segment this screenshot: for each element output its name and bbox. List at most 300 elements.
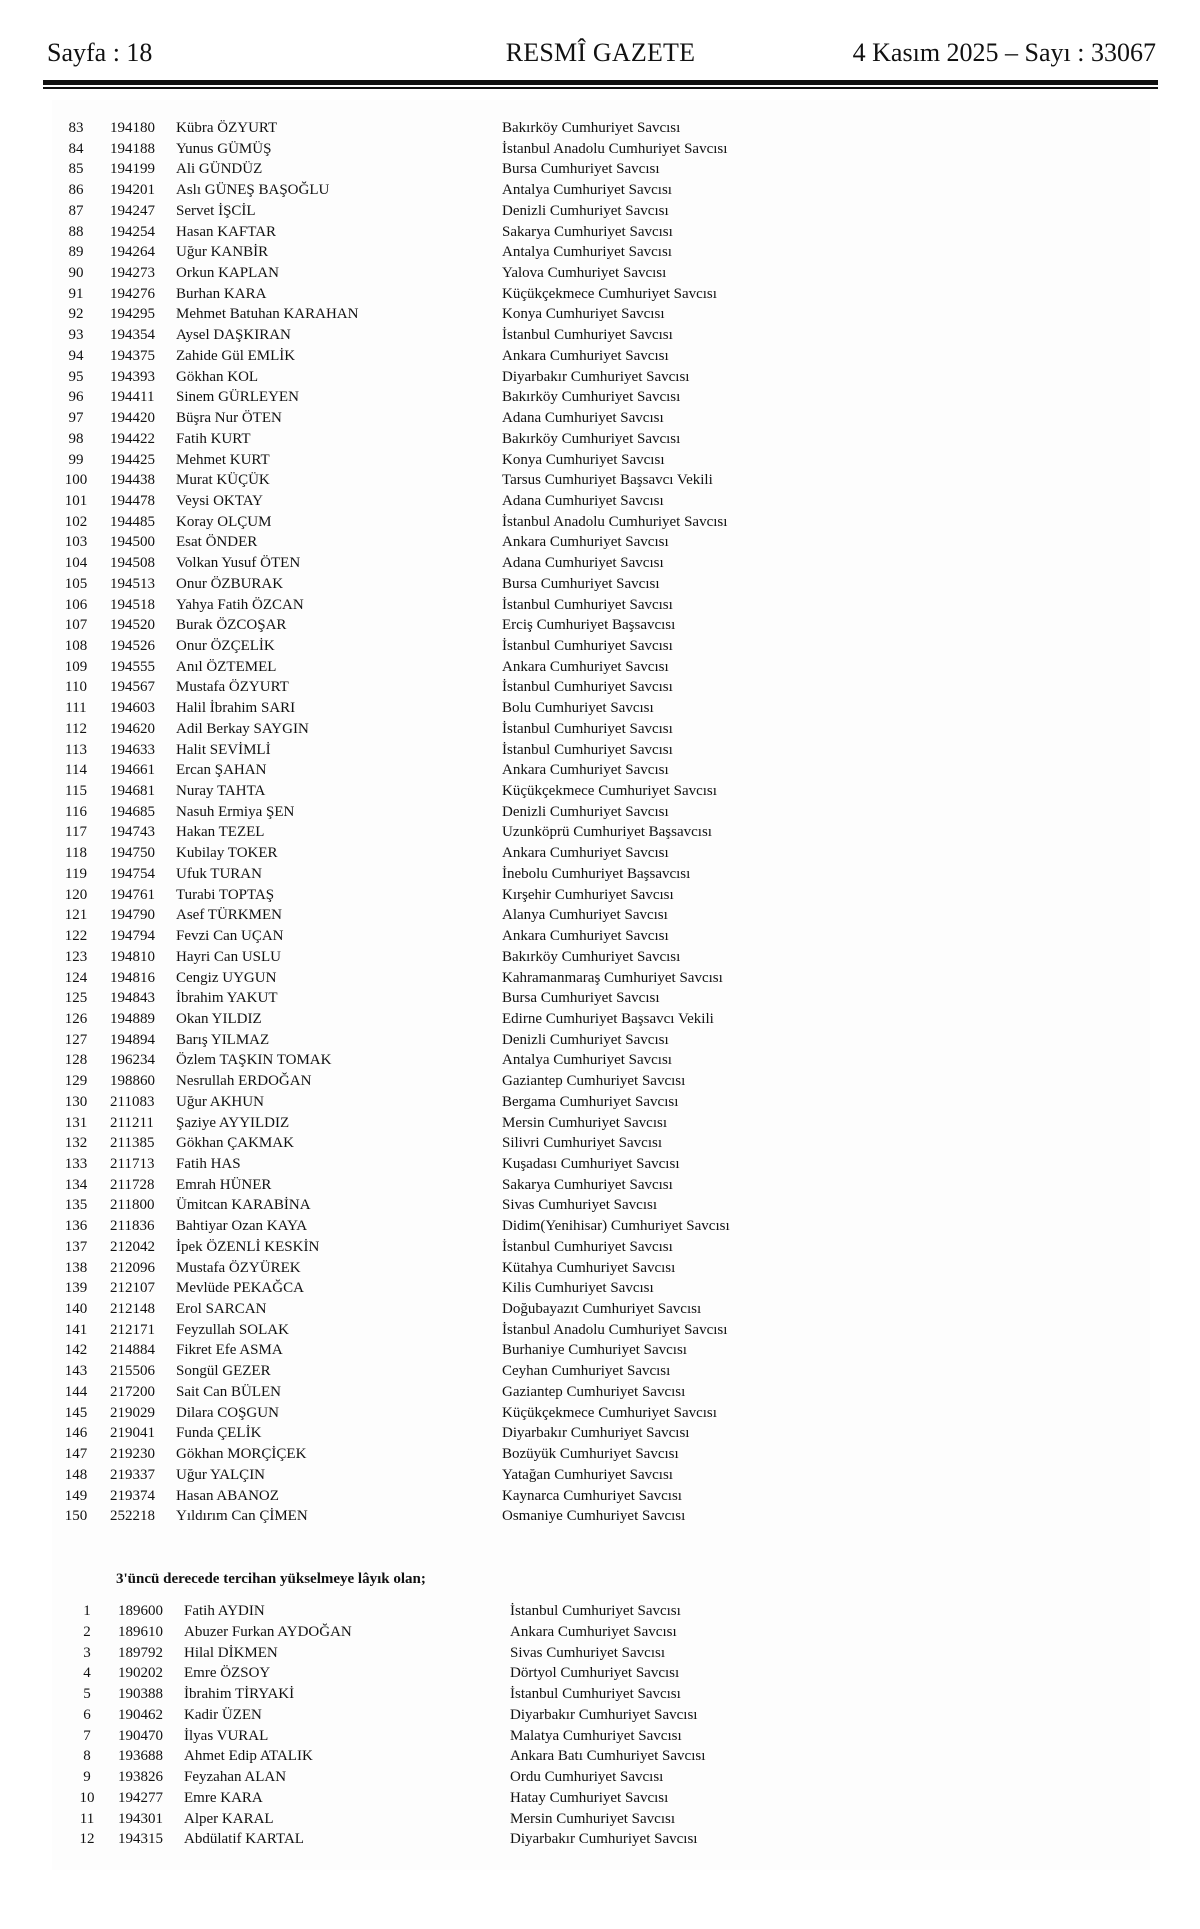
list-row <box>0 1340 1200 1360</box>
registry-number: 189792 <box>118 1644 163 1661</box>
row-number: 103 <box>64 534 88 551</box>
registry-number: 194843 <box>110 990 155 1007</box>
person-name: Ercan ŞAHAN <box>176 762 267 779</box>
registry-number: 219374 <box>110 1487 155 1504</box>
person-name: Aslı GÜNEŞ BAŞOĞLU <box>176 182 330 199</box>
registry-number: 194567 <box>110 679 155 696</box>
row-number: 3 <box>83 1644 91 1661</box>
person-name: İlyas VURAL <box>184 1727 269 1744</box>
office-title: Kütahya Cumhuriyet Savcısı <box>502 1259 676 1276</box>
list-row <box>0 325 1200 345</box>
list-row <box>0 1133 1200 1153</box>
office-title: Hatay Cumhuriyet Savcısı <box>510 1789 669 1806</box>
list-row <box>0 1382 1200 1402</box>
person-name: Onur ÖZBURAK <box>176 575 284 592</box>
list-row <box>0 1299 1200 1319</box>
office-title: Ankara Cumhuriyet Savcısı <box>502 347 669 364</box>
list-row <box>0 1403 1200 1423</box>
person-name: Fatih KURT <box>176 430 251 447</box>
row-number: 112 <box>65 720 87 737</box>
registry-number: 194794 <box>110 928 155 945</box>
row-number: 85 <box>68 161 84 178</box>
office-title: Küçükçekmece Cumhuriyet Savcısı <box>502 1404 717 1421</box>
list-row <box>0 1361 1200 1381</box>
registry-number: 190388 <box>118 1686 163 1702</box>
list-row <box>0 532 1200 552</box>
row-number: 150 <box>64 1508 88 1525</box>
office-title: Konya Cumhuriyet Savcısı <box>502 451 665 468</box>
list-row <box>0 1278 1200 1298</box>
list-row <box>0 1809 1200 1829</box>
person-name: Onur ÖZÇELİK <box>176 638 275 654</box>
registry-number: 194393 <box>110 368 155 385</box>
row-number: 140 <box>64 1301 88 1318</box>
registry-number: 217200 <box>110 1383 155 1400</box>
office-title: Bursa Cumhuriyet Savcısı <box>502 161 660 178</box>
registry-number: 194188 <box>110 140 155 157</box>
row-number: 104 <box>64 555 88 572</box>
registry-number: 194485 <box>110 513 155 530</box>
row-number: 10 <box>79 1789 95 1806</box>
person-name: Koray OLÇUM <box>176 513 272 530</box>
registry-number: 194478 <box>110 492 155 509</box>
person-name: Burak ÖZCOŞAR <box>176 617 287 634</box>
person-name: Ümitcan KARABİNA <box>176 1197 311 1214</box>
row-number: 148 <box>64 1466 88 1483</box>
list-row <box>0 657 1200 677</box>
row-number: 143 <box>64 1363 88 1380</box>
office-title: İstanbul Anadolu Cumhuriyet Savcısı <box>502 1321 728 1338</box>
list-row <box>0 802 1200 822</box>
row-number: 119 <box>65 865 87 882</box>
list-row <box>0 429 1200 449</box>
registry-number: 194254 <box>110 223 155 240</box>
registry-number: 219337 <box>110 1466 155 1483</box>
list-row <box>0 1320 1200 1340</box>
list-row <box>0 1237 1200 1257</box>
registry-number: 214884 <box>110 1342 155 1359</box>
list-row <box>0 491 1200 511</box>
registry-number: 194201 <box>110 182 155 199</box>
office-title: Dörtyol Cumhuriyet Savcısı <box>510 1665 680 1682</box>
registry-number: 211800 <box>110 1197 155 1214</box>
row-number: 144 <box>64 1383 88 1400</box>
registry-number: 252218 <box>110 1508 155 1525</box>
row-number: 135 <box>64 1197 88 1214</box>
office-title: Ankara Cumhuriyet Savcısı <box>510 1623 677 1640</box>
row-number: 96 <box>68 389 84 406</box>
office-title: Mersin Cumhuriyet Savcısı <box>510 1810 675 1827</box>
registry-number: 194273 <box>110 265 155 282</box>
row-number: 90 <box>68 265 84 282</box>
registry-number: 190202 <box>118 1665 163 1682</box>
row-number: 102 <box>64 513 88 530</box>
list-row <box>0 615 1200 635</box>
registry-number: 194425 <box>110 451 155 468</box>
person-name: Funda ÇELİK <box>176 1425 262 1442</box>
office-title: Ankara Cumhuriyet Savcısı <box>502 928 669 945</box>
office-title: Küçükçekmece Cumhuriyet Savcısı <box>502 285 717 302</box>
person-name: Burhan KARA <box>176 285 267 302</box>
registry-number: 194420 <box>110 410 155 427</box>
person-name: Mehmet Batuhan KARAHAN <box>176 306 359 323</box>
registry-number: 194761 <box>110 886 155 903</box>
person-name: Okan YILDIZ <box>176 1010 262 1027</box>
list-row <box>0 470 1200 490</box>
person-name: Yunus GÜMÜŞ <box>176 140 272 157</box>
list-row <box>0 1663 1200 1683</box>
row-number: 139 <box>64 1280 88 1297</box>
person-name: Halil İbrahim SARI <box>176 700 296 717</box>
person-name: Abuzer Furkan AYDOĞAN <box>184 1623 352 1640</box>
registry-number: 194315 <box>118 1831 163 1848</box>
office-title: İstanbul Cumhuriyet Savcısı <box>510 1686 681 1702</box>
office-title: Bozüyük Cumhuriyet Savcısı <box>502 1446 679 1463</box>
office-title: Diyarbakır Cumhuriyet Savcısı <box>502 368 690 385</box>
person-name: Fikret Efe ASMA <box>176 1342 283 1359</box>
person-name: Özlem TAŞKIN TOMAK <box>176 1052 332 1069</box>
office-title: Bakırköy Cumhuriyet Savcısı <box>502 389 681 406</box>
row-number: 117 <box>65 824 87 841</box>
list-row <box>0 512 1200 532</box>
registry-number: 194180 <box>110 120 155 136</box>
person-name: Esat ÖNDER <box>176 534 258 551</box>
list-row <box>0 1465 1200 1485</box>
row-number: 97 <box>68 410 84 427</box>
row-number: 7 <box>83 1727 91 1744</box>
person-name: Zahide Gül EMLİK <box>176 347 296 364</box>
row-number: 138 <box>64 1259 88 1276</box>
office-title: Kilis Cumhuriyet Savcısı <box>502 1280 654 1297</box>
office-title: Tarsus Cumhuriyet Başsavcı Vekili <box>502 472 713 489</box>
office-title: İstanbul Anadolu Cumhuriyet Savcısı <box>502 140 728 157</box>
list-row <box>0 1829 1200 1849</box>
row-number: 134 <box>64 1176 88 1193</box>
list-row <box>0 1092 1200 1112</box>
registry-number: 194750 <box>110 845 155 862</box>
list-row <box>0 180 1200 200</box>
office-title: Denizli Cumhuriyet Savcısı <box>502 803 669 820</box>
row-number: 131 <box>64 1114 88 1131</box>
person-name: Aysel DAŞKIRAN <box>176 327 291 344</box>
list-row <box>0 822 1200 842</box>
registry-number: 194661 <box>110 762 155 779</box>
office-title: Antalya Cumhuriyet Savcısı <box>502 182 672 199</box>
registry-number: 212171 <box>110 1321 155 1338</box>
office-title: Diyarbakır Cumhuriyet Savcısı <box>502 1425 690 1442</box>
registry-number: 194422 <box>110 430 155 447</box>
office-title: Osmaniye Cumhuriyet Savcısı <box>502 1508 686 1525</box>
registry-number: 211385 <box>110 1135 155 1152</box>
list-row <box>0 988 1200 1008</box>
office-title: Bolu Cumhuriyet Savcısı <box>502 700 654 717</box>
person-name: Hilal DİKMEN <box>184 1644 278 1661</box>
office-title: Malatya Cumhuriyet Savcısı <box>510 1727 682 1744</box>
registry-number: 194894 <box>110 1031 155 1048</box>
row-number: 83 <box>68 120 84 136</box>
list-row <box>0 740 1200 760</box>
office-title: Denizli Cumhuriyet Savcısı <box>502 1031 669 1048</box>
registry-number: 194810 <box>110 948 155 965</box>
row-number: 4 <box>83 1665 91 1682</box>
person-name: Volkan Yusuf ÖTEN <box>176 555 301 572</box>
person-name: Emre ÖZSOY <box>184 1665 271 1682</box>
issue-date: 4 Kasım 2025 – Sayı : 33067 <box>852 38 1156 67</box>
registry-number: 212148 <box>110 1301 155 1318</box>
row-number: 94 <box>68 347 84 364</box>
list-row <box>0 843 1200 863</box>
registry-number: 194816 <box>110 969 155 986</box>
person-name: Nesrullah ERDOĞAN <box>176 1073 312 1090</box>
office-title: Mersin Cumhuriyet Savcısı <box>502 1114 667 1131</box>
list-row <box>0 1506 1200 1526</box>
list-row <box>0 1175 1200 1195</box>
office-title: İstanbul Cumhuriyet Savcısı <box>502 741 673 758</box>
office-title: Gaziantep Cumhuriyet Savcısı <box>502 1383 686 1400</box>
office-title: Adana Cumhuriyet Savcısı <box>502 410 664 427</box>
row-number: 142 <box>64 1342 88 1359</box>
person-name: Alper KARAL <box>184 1810 274 1827</box>
registry-number: 194513 <box>110 575 155 592</box>
person-name: Feyzahan ALAN <box>184 1769 287 1785</box>
list-row <box>0 1643 1200 1663</box>
list-row <box>0 367 1200 387</box>
registry-number: 193688 <box>118 1748 163 1765</box>
registry-number: 212107 <box>110 1280 155 1297</box>
office-title: İstanbul Cumhuriyet Savcısı <box>502 327 673 344</box>
row-number: 147 <box>64 1446 88 1463</box>
list-row <box>0 781 1200 801</box>
publication-title: RESMÎ GAZETE <box>505 38 696 67</box>
row-number: 136 <box>64 1218 88 1235</box>
row-number: 132 <box>64 1135 88 1152</box>
registry-number: 194500 <box>110 534 155 551</box>
registry-number: 190462 <box>118 1706 163 1723</box>
row-number: 8 <box>83 1748 91 1765</box>
row-number: 145 <box>64 1404 88 1421</box>
person-name: Hasan ABANOZ <box>176 1487 279 1504</box>
list-row <box>0 1601 1200 1621</box>
office-title: İstanbul Cumhuriyet Savcısı <box>502 679 673 696</box>
person-name: Halit SEVİMLİ <box>176 741 271 758</box>
registry-number: 189610 <box>118 1623 163 1640</box>
registry-number: 215506 <box>110 1363 155 1380</box>
person-name: Kubilay TOKER <box>176 845 278 862</box>
list-row <box>0 1767 1200 1787</box>
person-name: Gökhan ÇAKMAK <box>176 1135 294 1152</box>
office-title: Kuşadası Cumhuriyet Savcısı <box>502 1156 680 1172</box>
office-title: Sakarya Cumhuriyet Savcısı <box>502 223 673 240</box>
list-row <box>0 159 1200 179</box>
person-name: Fatih AYDIN <box>184 1603 265 1619</box>
list-row <box>0 139 1200 159</box>
list-row <box>0 1444 1200 1464</box>
registry-number: 219041 <box>110 1425 155 1442</box>
list-row <box>0 885 1200 905</box>
row-number: 125 <box>64 990 88 1007</box>
registry-number: 194438 <box>110 472 155 489</box>
list-row <box>0 1009 1200 1029</box>
registry-number: 194681 <box>110 783 155 800</box>
office-title: İstanbul Cumhuriyet Savcısı <box>502 720 673 737</box>
registry-number: 194743 <box>110 824 155 841</box>
person-name: Bahtiyar Ozan KAYA <box>176 1218 308 1235</box>
list-row <box>0 926 1200 946</box>
page-number: Sayfa : 18 <box>47 38 153 67</box>
list-row <box>0 1705 1200 1725</box>
person-name: Kübra ÖZYURT <box>176 120 278 136</box>
list-row <box>0 968 1200 988</box>
office-title: İstanbul Anadolu Cumhuriyet Savcısı <box>502 513 728 530</box>
office-title: Uzunköprü Cumhuriyet Başsavcısı <box>502 824 712 841</box>
person-name: Mustafa ÖZYURT <box>176 679 289 696</box>
person-name: Anıl ÖZTEMEL <box>176 658 277 675</box>
person-name: Sait Can BÜLEN <box>176 1383 281 1400</box>
row-number: 113 <box>65 741 87 758</box>
registry-number: 211211 <box>110 1114 154 1131</box>
person-name: Erol SARCAN <box>176 1301 267 1318</box>
person-name: Nuray TAHTA <box>176 783 266 800</box>
office-title: Ankara Cumhuriyet Savcısı <box>502 658 669 675</box>
registry-number: 194526 <box>110 638 155 654</box>
person-name: Hasan KAFTAR <box>176 223 277 240</box>
registry-number: 211836 <box>110 1218 155 1235</box>
row-number: 2 <box>83 1623 91 1640</box>
list-row <box>0 1423 1200 1443</box>
office-title: İnebolu Cumhuriyet Başsavcısı <box>502 865 691 882</box>
person-name: Orkun KAPLAN <box>176 265 279 282</box>
person-name: Fevzi Can UÇAN <box>176 928 284 945</box>
list-row <box>0 408 1200 428</box>
list-row <box>0 1622 1200 1642</box>
list-row <box>0 905 1200 925</box>
row-number: 149 <box>64 1487 88 1504</box>
office-title: Bakırköy Cumhuriyet Savcısı <box>502 430 681 447</box>
row-number: 133 <box>64 1156 88 1172</box>
person-name: Ahmet Edip ATALIK <box>184 1748 313 1765</box>
office-title: Didim(Yenihisar) Cumhuriyet Savcısı <box>502 1218 730 1235</box>
row-number: 99 <box>68 451 84 468</box>
row-number: 101 <box>64 492 88 509</box>
registry-number: 194555 <box>110 658 155 675</box>
office-title: Sakarya Cumhuriyet Savcısı <box>502 1176 673 1193</box>
registry-number: 212042 <box>110 1238 155 1255</box>
office-title: Alanya Cumhuriyet Savcısı <box>502 907 668 924</box>
row-number: 93 <box>68 327 84 344</box>
row-number: 91 <box>68 285 84 302</box>
registry-number: 211083 <box>110 1093 155 1110</box>
office-title: Ankara Cumhuriyet Savcısı <box>502 845 669 862</box>
office-title: Ceyhan Cumhuriyet Savcısı <box>502 1363 671 1380</box>
office-title: Bakırköy Cumhuriyet Savcısı <box>502 948 681 965</box>
row-number: 105 <box>64 575 88 592</box>
registry-number: 194276 <box>110 285 155 302</box>
office-title: Konya Cumhuriyet Savcısı <box>502 306 665 323</box>
person-name: İbrahim TİRYAKİ <box>184 1686 295 1702</box>
row-number: 124 <box>64 969 88 986</box>
office-title: Adana Cumhuriyet Savcısı <box>502 492 664 509</box>
row-number: 111 <box>65 700 87 717</box>
office-title: İstanbul Cumhuriyet Savcısı <box>502 596 673 613</box>
person-name: Mehmet KURT <box>176 451 270 468</box>
row-number: 122 <box>64 928 88 945</box>
registry-number: 194790 <box>110 907 155 924</box>
row-number: 128 <box>64 1052 88 1069</box>
person-name: Fatih HAS <box>176 1156 241 1172</box>
person-name: Gökhan KOL <box>176 368 259 385</box>
office-title: Antalya Cumhuriyet Savcısı <box>502 1052 672 1069</box>
row-number: 95 <box>68 368 84 385</box>
list-row <box>0 284 1200 304</box>
row-number: 87 <box>68 202 84 219</box>
page-header <box>43 38 1158 74</box>
person-name: Veysi OKTAY <box>176 492 263 509</box>
row-number: 137 <box>64 1238 88 1255</box>
registry-number: 194754 <box>110 865 155 882</box>
registry-number: 194354 <box>110 327 155 344</box>
office-title: İstanbul Cumhuriyet Savcısı <box>510 1603 681 1619</box>
office-title: Doğubayazıt Cumhuriyet Savcısı <box>502 1301 702 1318</box>
registry-number: 193826 <box>118 1769 163 1785</box>
list-row <box>0 222 1200 242</box>
registry-number: 194375 <box>110 347 155 364</box>
registry-number: 198860 <box>110 1073 155 1090</box>
row-number: 116 <box>65 803 87 820</box>
office-title: Sivas Cumhuriyet Savcısı <box>510 1644 665 1661</box>
registry-number: 219029 <box>110 1404 155 1421</box>
registry-number: 190470 <box>118 1727 163 1744</box>
person-name: Hakan TEZEL <box>176 824 265 841</box>
row-number: 86 <box>68 182 84 199</box>
row-number: 123 <box>64 948 88 965</box>
list-row <box>0 1726 1200 1746</box>
list-row <box>0 1154 1200 1174</box>
row-number: 1 <box>83 1603 91 1619</box>
person-name: Kadir ÜZEN <box>184 1706 262 1723</box>
person-name: Emre KARA <box>184 1789 263 1806</box>
office-title: Edirne Cumhuriyet Başsavcı Vekili <box>502 1010 714 1027</box>
person-name: Uğur KANBİR <box>176 244 269 261</box>
row-number: 146 <box>64 1425 88 1442</box>
registry-number: 211728 <box>110 1176 155 1193</box>
list-row <box>0 677 1200 697</box>
row-number: 88 <box>68 223 84 240</box>
office-title: Gaziantep Cumhuriyet Savcısı <box>502 1073 686 1090</box>
office-title: Kahramanmaraş Cumhuriyet Savcısı <box>502 969 723 986</box>
row-number: 127 <box>64 1031 88 1048</box>
office-title: Kırşehir Cumhuriyet Savcısı <box>502 886 674 903</box>
person-name: Abdülatif KARTAL <box>184 1831 304 1848</box>
registry-number: 194518 <box>110 596 155 613</box>
row-number: 120 <box>64 886 88 903</box>
person-name: Nasuh Ermiya ŞEN <box>176 803 295 820</box>
person-name: Ali GÜNDÜZ <box>176 161 263 178</box>
list-row <box>0 201 1200 221</box>
office-title: Diyarbakır Cumhuriyet Savcısı <box>510 1831 698 1848</box>
row-number: 108 <box>64 638 88 654</box>
row-number: 5 <box>83 1686 91 1702</box>
office-title: Ankara Batı Cumhuriyet Savcısı <box>510 1748 706 1765</box>
row-number: 115 <box>65 783 87 800</box>
row-number: 12 <box>79 1831 95 1848</box>
office-title: Denizli Cumhuriyet Savcısı <box>502 202 669 219</box>
registry-number: 196234 <box>110 1052 155 1069</box>
office-title: Antalya Cumhuriyet Savcısı <box>502 244 672 261</box>
list-row <box>0 242 1200 262</box>
person-name: Emrah HÜNER <box>176 1176 272 1193</box>
registry-number: 194247 <box>110 202 155 219</box>
row-number: 84 <box>68 140 84 157</box>
